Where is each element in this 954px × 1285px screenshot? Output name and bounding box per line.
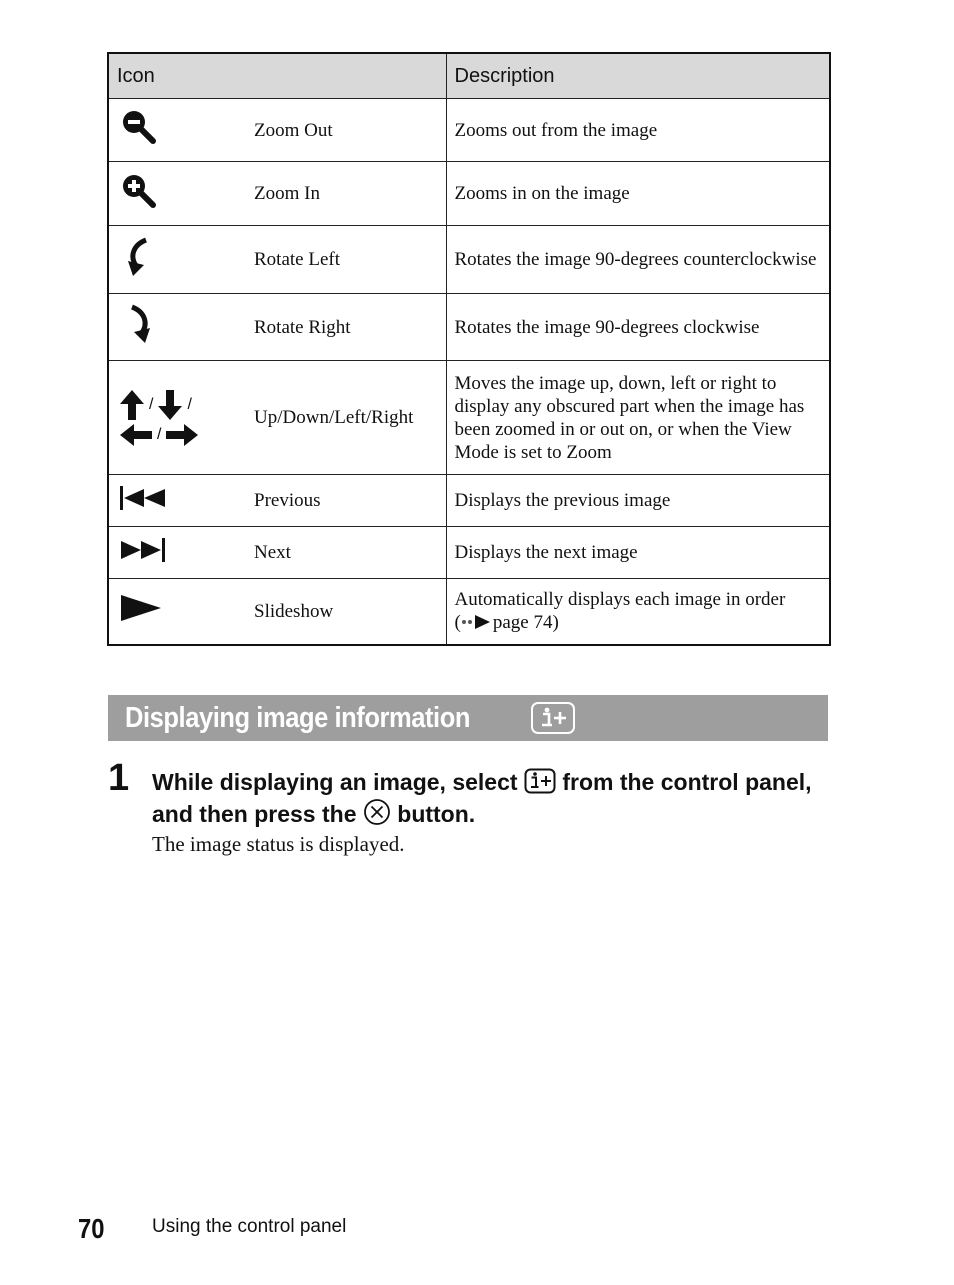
row-name: Zoom Out xyxy=(254,99,446,162)
table-row xyxy=(108,162,830,226)
table-row xyxy=(108,226,830,294)
row-description: Moves the image up, down, left or right to display any obscured part when the image has been zoomed in or out on, or when the View Mode is set to Zoom xyxy=(446,361,830,475)
rotate-left-icon xyxy=(119,235,159,279)
step-result: The image status is displayed. xyxy=(152,832,405,856)
page-number: 70 xyxy=(78,1213,105,1244)
slideshow-icon xyxy=(119,593,163,623)
cross-button-icon xyxy=(363,798,391,826)
row-description: Displays the previous image xyxy=(446,475,830,527)
slideshow-description: Automatically displays each image in order xyxy=(454,589,786,611)
row-name: Rotate Left xyxy=(254,226,446,294)
icon-table xyxy=(107,52,831,646)
row-name: Rotate Right xyxy=(254,294,446,361)
row-description: Displays the next image xyxy=(446,527,830,579)
row-description: Zooms out from the image xyxy=(446,99,830,162)
zoom-in-icon xyxy=(119,171,159,211)
table-header-row xyxy=(108,53,830,99)
row-name: Previous xyxy=(254,475,446,527)
arrow-separator: / xyxy=(187,396,192,413)
next-icon xyxy=(119,537,167,563)
icon-cell xyxy=(108,579,254,645)
arrow-up-icon xyxy=(119,389,145,421)
row-name: Up/Down/Left/Right xyxy=(254,361,446,475)
zoom-out-icon xyxy=(119,107,159,147)
arrow-right-icon xyxy=(165,423,199,447)
icon-cell xyxy=(108,361,254,475)
arrow-separator: / xyxy=(149,396,154,413)
table-row xyxy=(108,361,830,475)
arrows-icon xyxy=(119,389,246,447)
table-row xyxy=(108,527,830,579)
section-title: Displaying image information xyxy=(125,701,471,734)
step-instruction xyxy=(152,767,832,830)
row-name: Slideshow xyxy=(254,579,446,645)
footer-section-name: Using the control panel xyxy=(152,1216,347,1237)
step-text-part3: button. xyxy=(397,801,476,827)
step-text-part1: While displaying an image, select xyxy=(152,769,518,795)
page-reference-link[interactable]: page 74) xyxy=(492,612,559,634)
row-name: Zoom In xyxy=(254,162,446,226)
table-row xyxy=(108,294,830,361)
icon-cell xyxy=(108,475,254,527)
step-number: 1 xyxy=(108,757,130,799)
section-header xyxy=(108,695,828,741)
icon-cell xyxy=(108,226,254,294)
row-name: Next xyxy=(254,527,446,579)
icon-cell xyxy=(108,527,254,579)
row-description: Zooms in on the image xyxy=(446,162,830,226)
page-ref-open: ( xyxy=(454,612,461,634)
arrow-left-icon xyxy=(119,423,153,447)
table-row xyxy=(108,475,830,527)
header-description: Description xyxy=(446,53,830,99)
row-description: Rotates the image 90-degrees clockwise xyxy=(446,294,830,361)
row-description: Rotates the image 90-degrees counterclockwise xyxy=(446,226,830,294)
previous-icon xyxy=(119,485,167,511)
info-plus-icon xyxy=(524,768,556,794)
page-reference-icon xyxy=(461,614,493,630)
row-description xyxy=(446,579,830,645)
step-text-part2: from the control panel, and then press the xyxy=(152,769,812,827)
header-icon: Icon xyxy=(108,53,446,99)
info-plus-icon xyxy=(531,702,575,734)
rotate-right-icon xyxy=(119,302,159,346)
icon-cell xyxy=(108,99,254,162)
icon-cell xyxy=(108,162,254,226)
arrow-separator: / xyxy=(157,426,162,443)
icon-cell xyxy=(108,294,254,361)
table-row xyxy=(108,99,830,162)
table-row xyxy=(108,579,830,645)
arrow-down-icon xyxy=(157,389,183,421)
